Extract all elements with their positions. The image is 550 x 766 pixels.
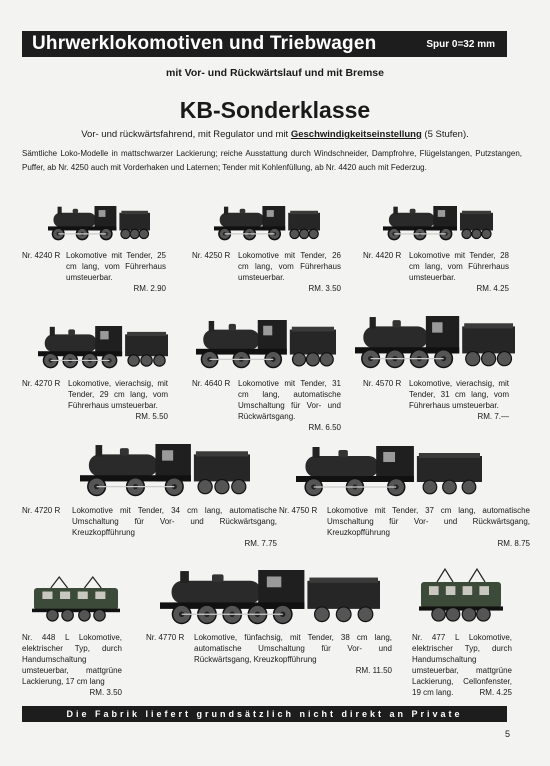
product-number: Nr. 4570 R <box>363 379 402 388</box>
locomotive-image <box>296 446 482 496</box>
desc-before: Vor- und rückwärtsfahrend, mit Regulator und mit <box>81 129 289 140</box>
subtitle: mit Vor- und Rückwärtslauf und mit Bremse <box>165 67 384 79</box>
locomotive-image <box>383 206 493 240</box>
product-caption <box>22 632 122 698</box>
desc-after: (5 Stufen). <box>424 129 469 140</box>
desc-underlined: Geschwindigkeitseinstellung <box>290 129 422 140</box>
product-number: Nr. 4640 R <box>192 379 231 388</box>
product-number: Nr. 4270 R <box>22 379 61 388</box>
product-number: Nr. 4750 R <box>279 506 318 515</box>
product-description: Lokomotive, fünfachsig, mit Tender, 38 cm lang, automatische Umschaltung für Vor- und Rückwärtsgang, Kreuzkopfführung RM. 11.50 <box>194 633 392 675</box>
locomotive-image <box>80 444 250 495</box>
product-description: Lokomotive mit Tender, 37 cm lang, automatische Umschaltung für Vor- und Rückwärtsgang, Kreuzkopfführung RM. 8.75 <box>327 506 530 548</box>
page-number: 5 <box>505 729 511 739</box>
product-price: RM. 3.50 <box>308 284 341 293</box>
product-price: RM. 6.50 <box>308 423 341 432</box>
product-price: RM. 7.— <box>477 412 509 421</box>
product-price: RM. 3.50 <box>89 688 122 697</box>
footer-banner: Die Fabrik liefert grundsätzlich nicht direkt an Private <box>22 706 507 722</box>
product-description: Lokomotive, elektrischer Typ, durch Handumschaltung umsteuerbar, mattgrüne Lackierung, 17 cm lang <box>22 633 122 686</box>
gauge-label: Spur 0=32 mm <box>426 38 495 50</box>
product-price: RM. 2.90 <box>133 284 166 293</box>
product-number: Nr. 477 L <box>412 633 469 642</box>
product-description: Lokomotive mit Tender, 28 cm lang, vom Führerhaus umsteuerbar. RM. 4.25 <box>409 251 509 293</box>
product-number: Nr. 4240 R <box>22 251 61 260</box>
electric-locomotive-image <box>32 577 120 621</box>
locomotive-image <box>214 206 320 240</box>
locomotive-image <box>48 206 150 240</box>
product-description: Lokomotive, vierachsig, mit Tender, 29 cm lang, vom Führerhaus umsteuerbar. RM. 5.50 <box>68 379 168 421</box>
product-price: RM. 8.75 <box>497 539 530 548</box>
page-title: Uhrwerklokomotiven und Triebwagen <box>32 33 377 54</box>
product-description: Lokomotive mit Tender, 25 cm lang, vom Führerhaus umsteuerbar. RM. 2.90 <box>66 251 166 293</box>
product-price: RM. 7.75 <box>244 539 277 548</box>
product-description: Lokomotive, elektrischer Typ, durch Handumschaltung umsteuerbar, mattgrüne Lackierung, Cellonfenster, 19 cm lang. <box>412 633 512 697</box>
product-description: Lokomotive mit Tender, 34 cm lang, automatische Umschaltung für Vor- und Rückwärtsgang, Kreuzkopfführung RM. 7.75 <box>72 506 277 548</box>
product-number: Nr. 4720 R <box>22 506 61 515</box>
product-price: RM. 11.50 <box>355 666 392 675</box>
product-description: Lokomotive mit Tender, 26 cm lang, vom Führerhaus umsteuerbar. RM. 3.50 <box>238 251 341 293</box>
intro-text: Sämtliche Loko-Modelle in mattschwarzer Lackierung; reiche Ausstattung durch Windschneider, Dampfrohre, Flügelstangen, Putzstangen, Puffer, ab Nr. 4250 auch mit Vorderhaken und Laternen; Tender mit Kohlenfüllung, ab Nr. 4420 auch mit Federzug. <box>22 149 522 172</box>
product-number: Nr. 4250 R <box>192 251 231 260</box>
product-price: RM. 5.50 <box>135 412 168 421</box>
product-price: RM. 4.25 <box>479 688 512 697</box>
product-number: Nr. 4770 R <box>146 633 185 642</box>
product-description: Lokomotive mit Tender, 31 cm lang, automatische Umschaltung für Vor- und Rückwärtsgang. RM. 6.50 <box>238 379 341 432</box>
product-description: Lokomotive, vierachsig, mit Tender, 31 cm lang, vom Führerhaus umsteuerbar. RM. 7.— <box>409 379 509 421</box>
locomotive-image <box>160 570 380 623</box>
electric-locomotive-image <box>419 569 503 621</box>
product-number: Nr. 4420 R <box>363 251 402 260</box>
section-title: KB-Sonderklasse <box>179 97 371 123</box>
product-number: Nr. 448 L <box>22 633 79 642</box>
locomotive-image <box>196 320 336 368</box>
product-price: RM. 4.25 <box>476 284 509 293</box>
product-caption <box>412 632 512 698</box>
locomotive-image <box>355 316 515 367</box>
locomotive-image <box>38 326 168 368</box>
